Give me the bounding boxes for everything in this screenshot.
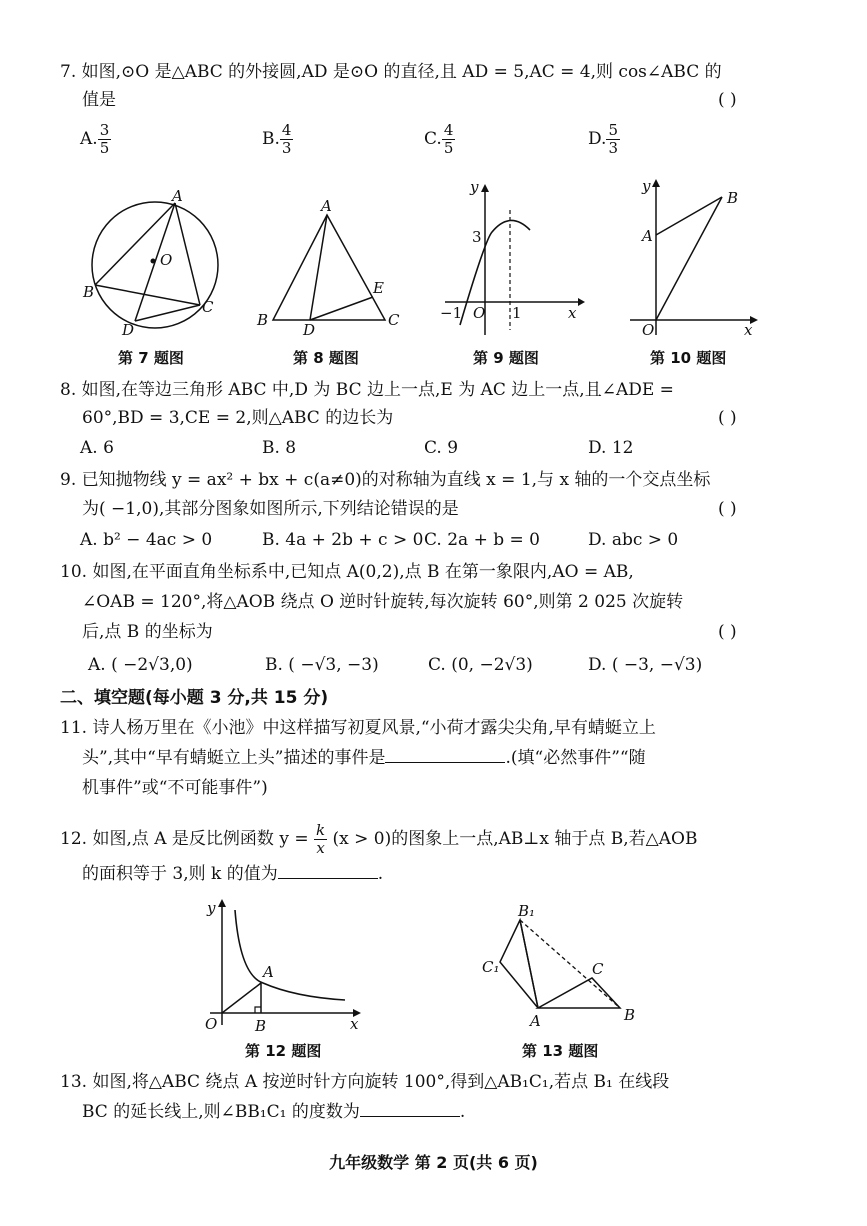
q8-option-b: B. 8 [262,438,297,458]
q12-line2: 的面积等于 3,则 k 的值为 . [82,864,384,884]
q9-option-d: D. abc > 0 [588,530,679,550]
fig13-label-b: B [624,1006,636,1024]
fig12-caption: 第 12 题图 [245,1042,322,1060]
fig12-label-x: x [350,1015,359,1033]
q9-line1: 9. 已知抛物线 y = ax² + bx + c(a≠0)的对称轴为直线 x = 1,与 x 轴的一个交点坐标 [60,470,711,490]
fig7-label-d: D [122,321,135,339]
fig9-label-3: 3 [472,228,482,246]
fig12-label-o: O [205,1015,218,1033]
q11-line2: 头”,其中“早有蜻蜓立上头”描述的事件是 .(填“必然事件”“随 [82,748,646,768]
q7-option-b: B. $\frac{4}{3}$ [262,121,292,157]
fig7-label-b: B [83,283,95,301]
fig8-label-d: D [303,321,316,339]
fig7-caption: 第 7 题图 [118,349,184,367]
fig12-label-a: A [263,963,274,981]
figure-8 [255,195,405,339]
fig7-label-c: C [202,298,214,316]
fig10-label-b: B [727,189,739,207]
q7-option-c: C. $\frac{4}{5}$ [424,121,454,157]
fig8-label-c: C [388,311,400,329]
figure-9 [440,180,585,340]
fig9-label-1: 1 [512,304,522,322]
page-footer: 九年级数学 第 2 页(共 6 页) [329,1153,538,1172]
fig9-label-y: y [470,178,479,196]
fig13-caption: 第 13 题图 [522,1042,599,1060]
fig12-label-b: B [255,1017,267,1035]
q10-option-d: D. ( −3, −√3) [588,655,703,675]
q10-line3: 后,点 B 的坐标为 [82,622,213,642]
q13-line1: 13. 如图,将△ABC 绕点 A 按逆时针方向旋转 100°,得到△AB₁C₁,若点 B₁ 在线段 [60,1072,670,1092]
fig10-label-a: A [642,227,653,245]
q8-option-d: D. 12 [588,438,634,458]
fig13-label-b1: B₁ [518,902,536,920]
q12-line1: 12. 如图,点 A 是反比例函数 y = $\frac{k}{x}$ (x > 0)的图象上一点,AB⊥x 轴于点 B,若△AOB [60,821,698,857]
q7-answer-paren: ( ) [718,90,737,110]
fig9-label-x: x [568,304,577,322]
q7-line2: 值是 [82,90,116,110]
fig9-caption: 第 9 题图 [473,349,539,367]
figure-10 [630,175,760,340]
q11-line3: 机事件”或“不可能事件”) [82,778,268,798]
q7-option-a: A. $\frac{3}{5}$ [80,121,110,157]
q11-answer-blank[interactable] [385,746,505,763]
figure-12 [195,895,370,1035]
q7-line1: 7. 如图,⊙O 是△ABC 的外接圆,AD 是⊙O 的直径,且 AD = 5,AC = 4,则 cos∠ABC 的 [60,62,722,82]
q8-line2: 60°,BD = 3,CE = 2,则△ABC 的边长为 [82,408,394,428]
q9-answer-paren: ( ) [718,499,737,519]
q10-answer-paren: ( ) [718,622,737,642]
fig13-label-c: C [592,960,604,978]
fig12-label-y: y [207,899,216,917]
q8-line1: 8. 如图,在等边三角形 ABC 中,D 为 BC 边上一点,E 为 AC 边上一点,且∠ADE = [60,380,674,400]
fig10-label-x: x [744,321,753,339]
fig7-label-a: A [172,187,183,205]
fig8-label-b: B [257,311,269,329]
fig10-label-y: y [642,177,651,195]
fig8-caption: 第 8 题图 [293,349,359,367]
q13-answer-blank[interactable] [360,1100,460,1117]
q10-option-c: C. (0, −2√3) [428,655,533,675]
q8-option-a: A. 6 [80,438,114,458]
fig10-label-o: O [642,321,655,339]
section-2-heading: 二、填空题(每小题 3 分,共 15 分) [60,688,329,708]
fig7-label-o: O [160,251,173,269]
q9-option-c: C. 2a + b = 0 [424,530,540,550]
q8-option-c: C. 9 [424,438,459,458]
q10-option-b: B. ( −√3, −3) [265,655,379,675]
q9-line2: 为( −1,0),其部分图象如图所示,下列结论错误的是 [82,499,459,519]
fig8-label-a: A [321,197,332,215]
q9-option-b: B. 4a + 2b + c > 0 [262,530,424,550]
fig10-caption: 第 10 题图 [650,349,727,367]
fig9-label-neg1: −1 [440,304,463,322]
fig13-label-c1: C₁ [482,958,500,976]
q7-option-d: D. $\frac{5}{3}$ [588,121,618,157]
q11-line1: 11. 诗人杨万里在《小池》中这样描写初夏风景,“小荷才露尖尖角,早有蜻蜓立上 [60,718,656,738]
q8-answer-paren: ( ) [718,408,737,428]
fig13-label-a: A [530,1012,541,1030]
q9-option-a: A. b² − 4ac > 0 [80,530,213,550]
q10-option-a: A. ( −2√3,0) [88,655,193,675]
q12-answer-blank[interactable] [278,862,378,879]
figure-7 [80,185,240,345]
fig8-label-e: E [373,279,384,297]
q10-line2: ∠OAB = 120°,将△AOB 绕点 O 逆时针旋转,每次旋转 60°,则第 2 025 次旋转 [82,592,684,612]
fig9-label-o: O [473,304,486,322]
q13-line2: BC 的延长线上,则∠BB₁C₁ 的度数为 . [82,1102,466,1122]
q10-line1: 10. 如图,在平面直角坐标系中,已知点 A(0,2),点 B 在第一象限内,AO = AB, [60,562,634,582]
figure-13 [480,900,640,1030]
